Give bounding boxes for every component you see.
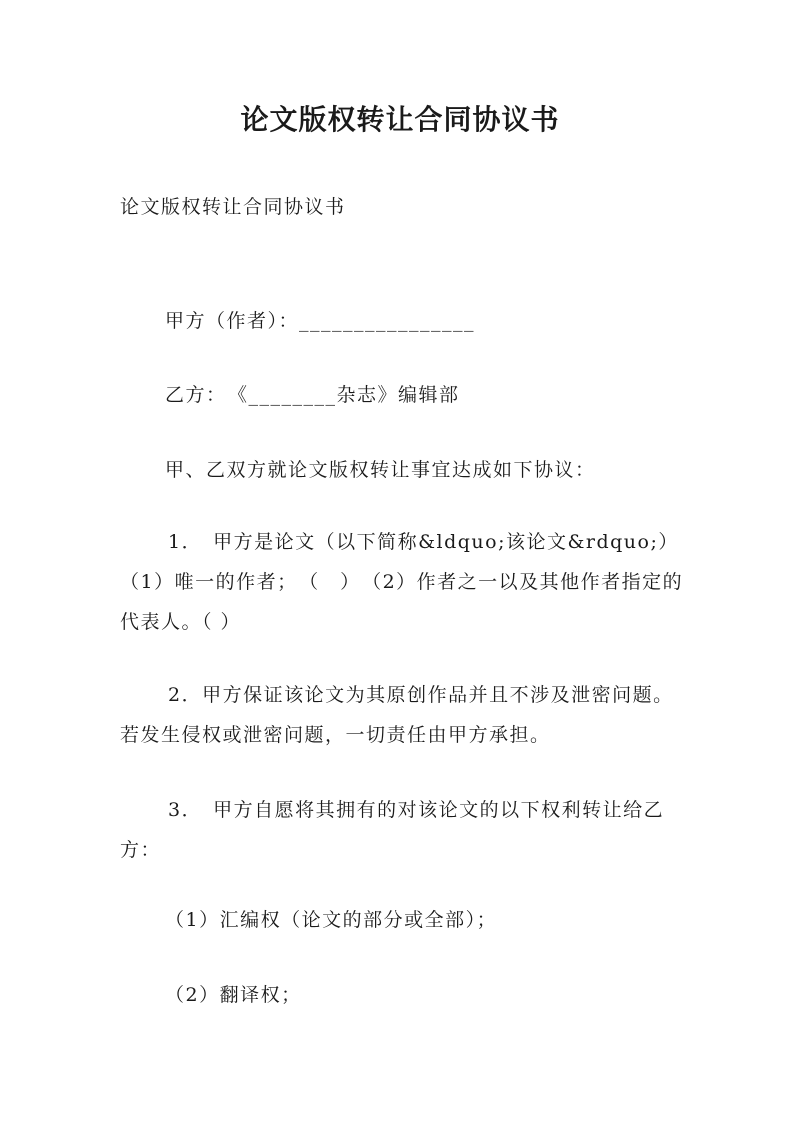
clause-2-text: 2．甲方保证该论文为其原创作品并且不涉及泄密问题。若发生侵权或泄密问题，一切责任由甲方承担。 [120, 684, 674, 746]
right-item: （1）汇编权（论文的部分或全部）； [165, 909, 498, 931]
clause-2 [120, 675, 690, 755]
clause-3-text: 3． 甲方自愿将其拥有的对该论文的以下权利转让给乙方： [120, 799, 665, 861]
document-subtitle: 论文版权转让合同协议书 [120, 196, 346, 218]
clause-1 [120, 522, 690, 642]
party-a-line: 甲方（作者）：________________ [165, 310, 476, 332]
intro-line: 甲、乙双方就论文版权转让事宜达成如下协议： [165, 459, 596, 481]
right-item: （2）翻译权； [165, 984, 302, 1006]
party-b-line: 乙方： 《________杂志》编辑部 [165, 384, 460, 406]
clause-1-text: 1． 甲方是论文（以下简称&ldquo;该论文&rdquo;）（1）唯一的作者； （ ） （2）作者之一以及其他作者指定的代表人。（ ） [120, 531, 684, 633]
clause-3 [120, 790, 690, 870]
document-title: 论文版权转让合同协议书 [240, 103, 560, 136]
